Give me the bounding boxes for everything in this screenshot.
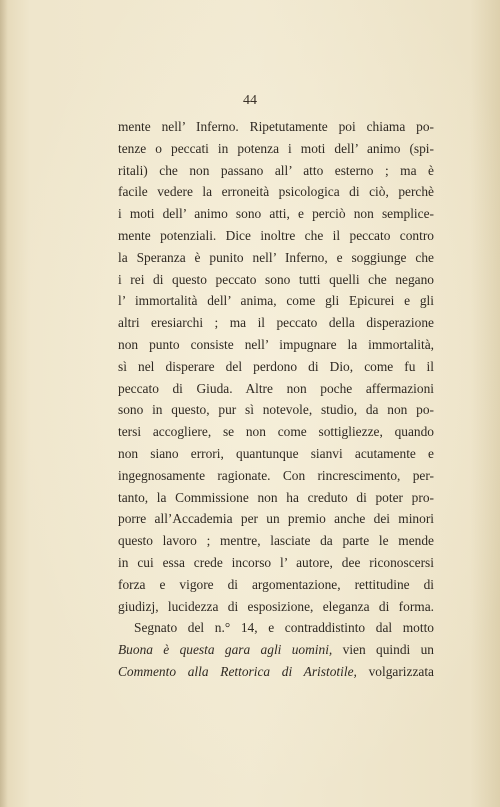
text-line-plain: volgarizzata [356, 663, 435, 679]
text-line: questo lavoro ; mentre, lasciate da parte le mende [118, 533, 434, 549]
text-line: i moti dell’ animo sono atti, e perciò non semplice- [118, 206, 434, 222]
text-line: sono in questo, pur sì notevole, studio, da non po- [118, 402, 434, 418]
text-line: giudizj, lucidezza di esposizione, eleganza di forma. [118, 598, 434, 614]
text-line: tenze o peccati in potenza i moti dell’ animo (spi- [118, 140, 434, 156]
text-line: la Speranza è punito nell’ Inferno, e soggiunge che [118, 249, 434, 265]
text-line: l’ immortalità dell’ anima, come gli Epicurei e gli [118, 293, 434, 309]
text-line: tanto, la Commissione non ha creduto di poter pro- [118, 489, 434, 505]
body-text [118, 116, 434, 683]
text-line: mente nell’ Inferno. Ripetutamente poi chiama po- [118, 119, 434, 134]
text-line: sì nel disperare del perdono di Dio, come fu il [118, 358, 434, 374]
page-edge-shadow [0, 0, 8, 807]
text-line: tersi accogliere, se non come sottigliezze, quando [118, 424, 434, 440]
text-line: non siano errori, quantunque sianvi acutamente e [118, 445, 434, 461]
text-line: i rei di questo peccato sono tutti quelli che negano [118, 271, 434, 287]
text-line: ritali) che non passano all’ atto esterno ; ma è [118, 162, 434, 178]
text-line: ingegnosamente ragionate. Con rincrescimento, per- [118, 467, 434, 483]
text-line: facile vedere la erroneità psicologica di ciò, perchè [118, 184, 434, 200]
text-line-plain: vien quindi un [332, 642, 434, 658]
text-line: forza e vigore di argomentazione, rettitudine di [118, 576, 434, 592]
text-line: Segnato del n.° 14, e contraddistinto dal motto [134, 620, 434, 636]
text-line: peccato di Giuda. Altre non poche affermazioni [118, 380, 434, 396]
text-line: in cui essa crede incorso l’ autore, dee riconoscersi [118, 554, 434, 570]
text-line-italic: Commento alla Rettorica di Aristotile, [118, 663, 357, 679]
text-line: non punto consiste nell’ impugnare la immortalità, [118, 336, 434, 352]
text-line: mente potenziali. Dice inoltre che il peccato contro [118, 227, 434, 243]
text-line [118, 661, 434, 683]
text-line: porre all’Accademia per un premio anche dei minori [118, 511, 434, 527]
page-number: 44 [243, 93, 257, 108]
text-line [118, 639, 434, 661]
text-line-italic: Buona è questa gara agli uomini, [118, 642, 333, 658]
text-line: altri eresiarchi ; ma il peccato della disperazione [118, 315, 434, 331]
